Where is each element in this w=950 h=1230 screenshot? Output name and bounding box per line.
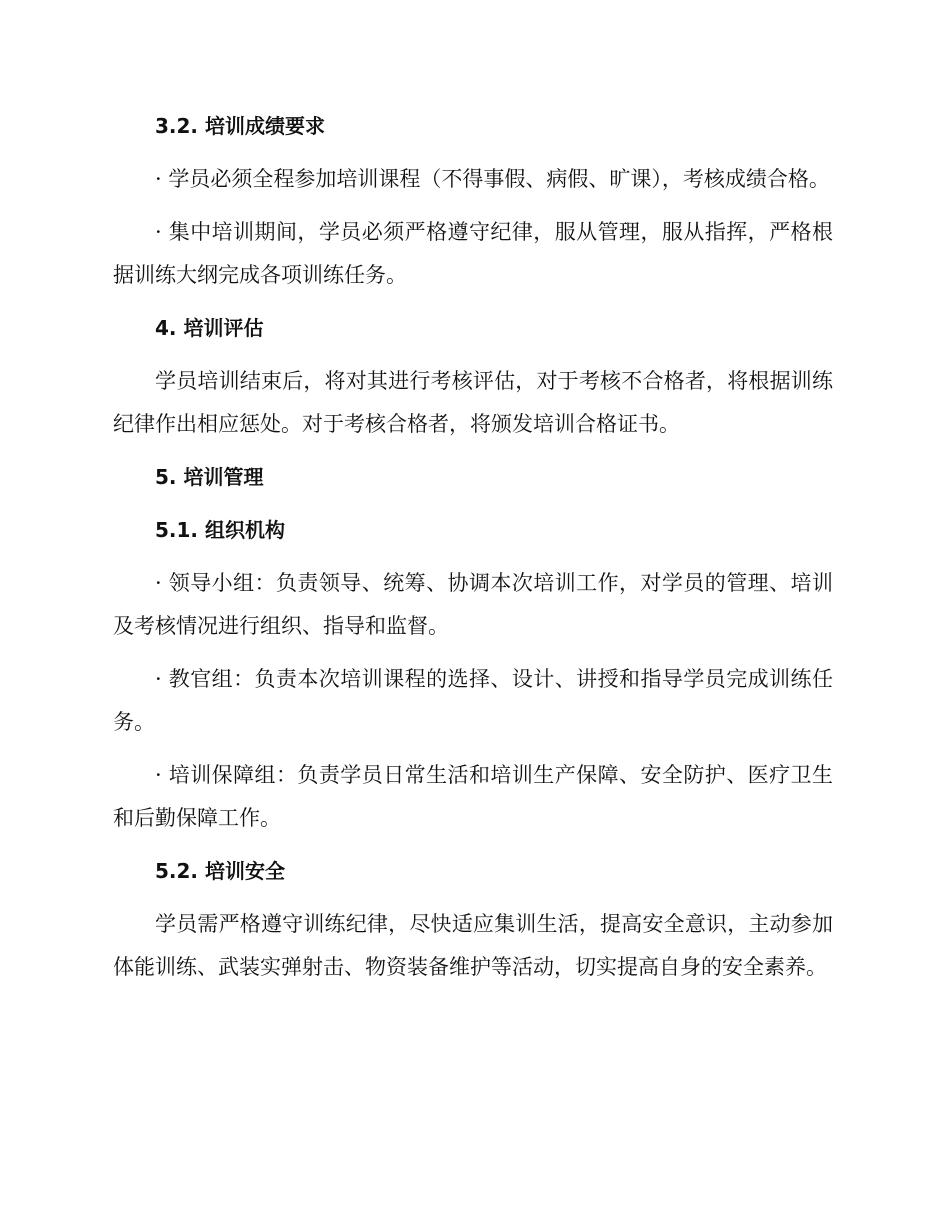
requirement-item-attendance: · 学员必须全程参加培训课程（不得事假、病假、旷课），考核成绩合格。	[155, 167, 830, 191]
section-4-heading: 4. 培训评估	[155, 316, 264, 340]
org-item-leadership-group: · 领导小组：负责领导、统筹、协调本次培训工作，对学员的管理、培训及考核情况进行组织、指导和监督。	[113, 571, 833, 638]
section-5-1-heading: 5.1. 组织机构	[155, 518, 285, 542]
safety-paragraph: 学员需严格遵守训练纪律，尽快适应集训生活，提高安全意识，主动参加体能训练、武装实弹射击、物资装备维护等活动，切实提高自身的安全素养。	[113, 912, 833, 979]
section-5-heading: 5. 培训管理	[155, 465, 264, 489]
document-page	[113, 105, 833, 989]
evaluation-paragraph: 学员培训结束后，将对其进行考核评估，对于考核不合格者，将根据训练纪律作出相应惩处。对于考核合格者，将颁发培训合格证书。	[113, 369, 833, 436]
section-5-2-heading: 5.2. 培训安全	[155, 859, 285, 883]
section-3-2-heading: 3.2. 培训成绩要求	[155, 114, 325, 138]
org-item-instructor-group: · 教官组：负责本次培训课程的选择、设计、讲授和指导学员完成训练任务。	[113, 667, 833, 734]
org-item-support-group: · 培训保障组：负责学员日常生活和培训生产保障、安全防护、医疗卫生和后勤保障工作。	[113, 763, 833, 830]
requirement-item-discipline: · 集中培训期间，学员必须严格遵守纪律，服从管理，服从指挥，严格根据训练大纲完成各项训练任务。	[113, 220, 833, 287]
